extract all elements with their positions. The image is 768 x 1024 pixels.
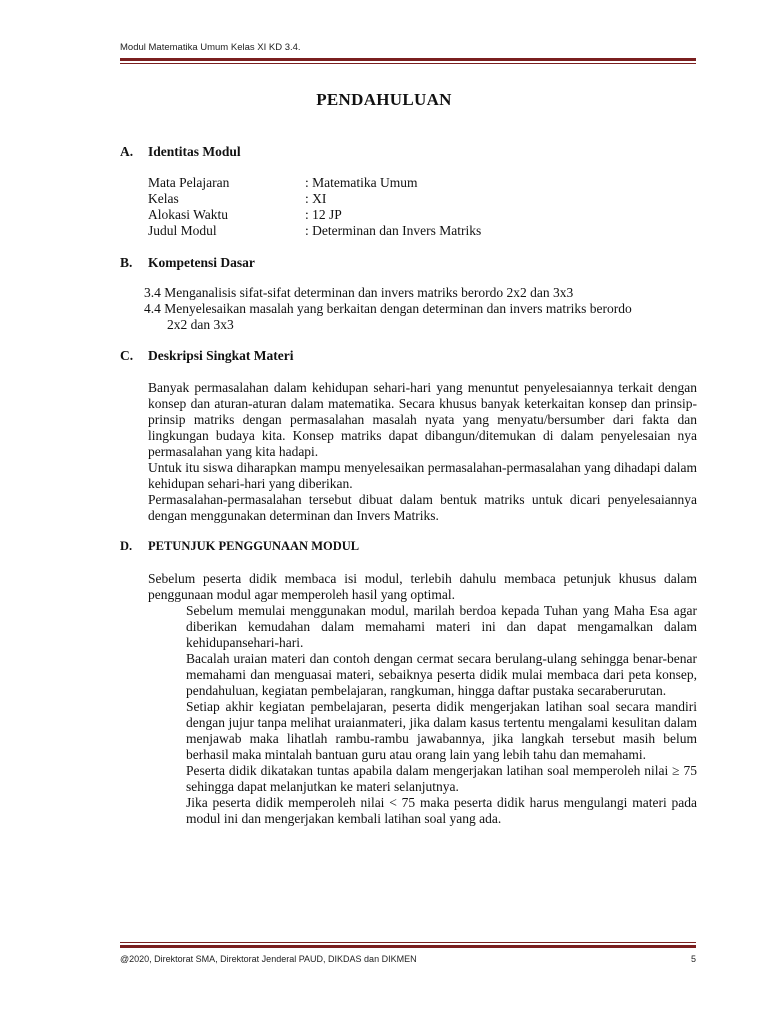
section-a-title: Identitas Modul [148,144,241,159]
page-title: PENDAHULUAN [316,90,452,109]
instructions-list [186,603,697,827]
section-c-letter: C. [120,348,134,363]
competency-text: Menyelesaikan masalah yang berkaitan dengan determinan dan invers matriks berordo [164,301,632,316]
section-b-title: Kompetensi Dasar [148,255,255,270]
identity-key: Kelas [148,191,179,206]
footer-rule-thick [120,945,696,948]
identity-key: Judul Modul [148,223,217,238]
identity-value: : Matematika Umum [305,175,418,190]
identity-row [148,191,697,207]
instruction-item: Bacalah uraian materi dan contoh dengan cermat secara berulang-ulang sehingga benar-benar memahami dan menguasai materi, sebaiknya peserta didik mulai membaca dari peta konsep, pendahuluan, kegiatan pembelajaran, rangkuman, hingga daftar pustaka secaraberurutan. [186,651,697,698]
competency-text: Menganalisis sifat-sifat determinan dan invers matriks berordo 2x2 dan 3x3 [164,285,574,300]
section-b-letter: B. [120,255,133,270]
identity-row [148,207,697,223]
section-d-title: PETUNJUK PENGGUNAAN MODUL [148,539,360,553]
identity-row [148,223,697,239]
identity-value: : Determinan dan Invers Matriks [305,223,482,238]
competency-item [144,285,573,301]
paragraph: Permasalahan-permasalahan tersebut dibuat dalam bentuk matriks untuk dicari penyelesaiannya dengan menggunakan determinan dan Invers Matriks. [148,492,697,523]
section-c-heading [120,348,294,364]
identity-key: Mata Pelajaran [148,175,230,190]
identity-row [148,175,697,191]
instructions-intro: Sebelum peserta didik membaca isi modul, terlebih dahulu membaca petunjuk khusus dalam penggunaan modul agar memperoleh hasil yang optimal. [148,571,697,602]
identity-key: Alokasi Waktu [148,207,229,222]
section-b-heading [120,255,255,271]
section-d-letter: D. [120,539,133,553]
competency-number: 3.4 [144,285,161,300]
section-a-heading [120,144,241,160]
section-d-heading [120,539,359,554]
paragraph: Untuk itu siswa diharapkan mampu menyelesaikan permasalahan-permasalahan yang dihadapi dalam kehidupan sehari-hari yang diberikan. [148,460,697,491]
identity-value: : XI [305,191,327,206]
materi-description [148,380,697,524]
competency-text-continuation: 2x2 dan 3x3 [167,317,234,332]
running-header: Modul Matematika Umum Kelas XI KD 3.4. [120,42,301,53]
competency-number: 4.4 [144,301,161,316]
instruction-item: Peserta didik dikatakan tuntas apabila dalam mengerjakan latihan soal memperoleh nilai ≥ 75 sehingga dapat melanjutkan ke materi selanjutnya. [186,763,697,794]
instruction-item: Jika peserta didik memperoleh nilai < 75 maka peserta didik harus mengulangi materi pada modul ini dan mengerjakan kembali latihan soal yang ada. [186,795,697,826]
header-rule-thin [120,63,696,64]
identity-value: : 12 JP [305,207,342,222]
footer-copyright: @2020, Direktorat SMA, Direktorat Jenderal PAUD, DIKDAS dan DIKMEN [120,954,417,964]
header-rule-thick [120,58,696,61]
section-a-letter: A. [120,144,134,159]
section-c-title: Deskripsi Singkat Materi [148,348,294,363]
paragraph: Banyak permasalahan dalam kehidupan sehari-hari yang menuntut penyelesaiannya terkait dengan konsep dan aturan-aturan dalam matematika. Secara khusus banyak keterkaitan konsep dan prinsip-prinsip matriks dengan permasalahan masalah nyata yang menyatu/bersumber dari fakta dan lingkungan budaya kita. Konsep matriks dapat dibangun/ditemukan di dalam penyelesaian nya permasalahan yang kita hadapi. [148,380,697,459]
instruction-item: Setiap akhir kegiatan pembelajaran, peserta didik mengerjakan latihan soal secara mandiri dengan jujur tanpa melihat uraianmateri, jika dalam kasus tertentu mengalami kesulitan dalam menjawab maka lihatlah rambu-rambu jawabannya, jika langkah tersebut masih belum berhasil maka mintalah bantuan guru atau orang lain yang lebih tahu dan memahami. [186,699,697,762]
competency-item [144,301,632,317]
footer-rule-thin [120,942,696,943]
page-number: 5 [690,954,696,964]
instruction-item: Sebelum memulai menggunakan modul, marilah berdoa kepada Tuhan yang Maha Esa agar diberikan kemudahan dalam memahami materi ini dan dapat mengamalkan dalam kehidupansehari-hari. [186,603,697,650]
